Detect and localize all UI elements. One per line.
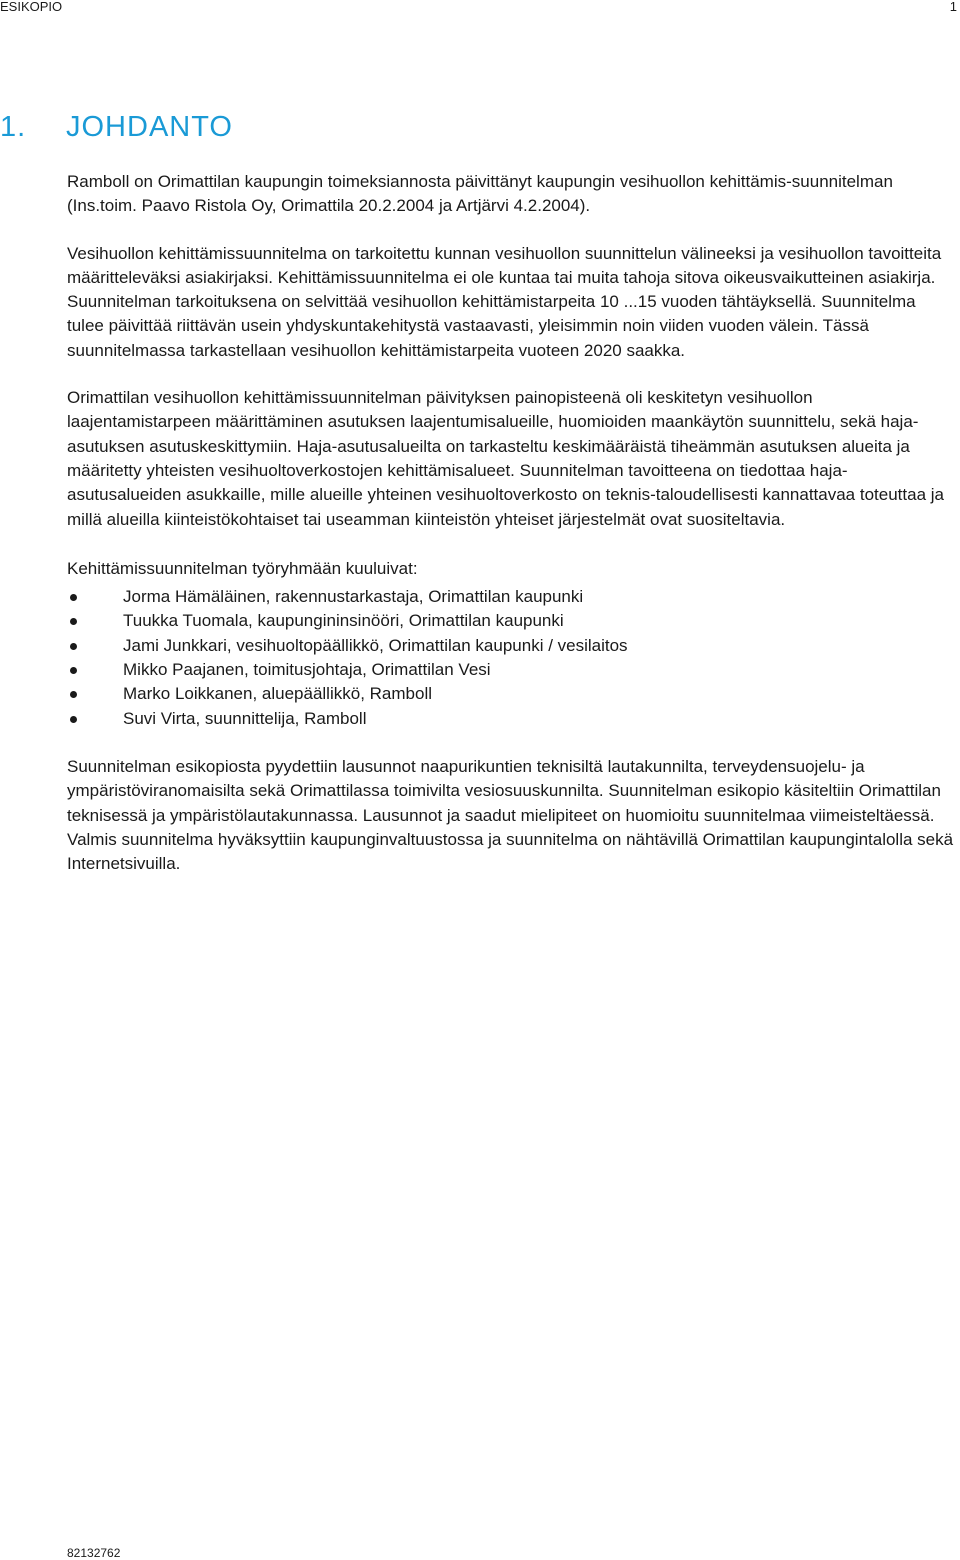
list-item bbox=[67, 707, 957, 731]
list-item bbox=[67, 658, 957, 682]
section-number: 1. bbox=[0, 111, 27, 143]
team-list bbox=[67, 585, 957, 731]
section-title: JOHDANTO bbox=[66, 111, 233, 143]
bullet-icon bbox=[70, 716, 77, 723]
bullet-icon bbox=[70, 594, 77, 601]
list-item bbox=[67, 585, 957, 609]
team-member: Jorma Hämäläinen, rakennustarkastaja, Orimattilan kaupunki bbox=[123, 587, 584, 607]
intro-paragraph: Ramboll on Orimattilan kaupungin toimeksiannosta päivittänyt kaupungin vesihuollon kehittämis-suunnitelman (Ins.toim. Paavo Ristola Oy, Orimattila 20.2.2004 ja Artjärvi 4.2.2004). bbox=[67, 172, 893, 216]
page-number: 1 bbox=[949, 0, 957, 14]
bullet-icon bbox=[70, 618, 77, 625]
purpose-paragraph: Vesihuollon kehittämissuunnitelma on tarkoitettu kunnan vesihuollon suunnittelun välineeksi ja vesihuollon tavoitteita määritteleväksi asiakirjaksi. Kehittämissuunnitelma ei ole kuntaa tai muita tahoja sitova oikeusvaikutteinen asiakirja. Suunnitelman tarkoituksena on selvittää vesihuollon kehittämistarpeita 10 ...15 vuoden tähtäyksellä. Suunnitelma tulee päivittää riittävän usein yhdyskuntakehitystä vastaavasti, yleisimmin noin viiden vuoden välein. Tässä suunnitelmassa tarkastellaan vesihuollon kehittämistarpeita vuoteen 2020 saakka. bbox=[67, 243, 942, 360]
team-member: Marko Loikkanen, aluepäällikkö, Ramboll bbox=[123, 684, 432, 704]
team-member: Tuukka Tuomala, kaupungininsinööri, Orimattilan kaupunki bbox=[123, 611, 564, 631]
team-member: Mikko Paajanen, toimitusjohtaja, Orimattilan Vesi bbox=[123, 660, 491, 680]
header-label: ESIKOPIO bbox=[0, 0, 63, 14]
document-number: 82132762 bbox=[67, 1546, 121, 1560]
list-item bbox=[67, 634, 957, 658]
team-member: Jami Junkkari, vesihuoltopäällikkö, Orimattilan kaupunki / vesilaitos bbox=[123, 635, 628, 655]
bullet-icon bbox=[70, 667, 77, 674]
focus-paragraph: Orimattilan vesihuollon kehittämissuunnitelman päivityksen painopisteenä oli keskitetyn vesihuollon laajentamistarpeen määrittäminen asutuksen laajentumisalueille, huomioiden maankäytön suunnittelu, sekä haja-asutuksen asutuskeskittymiin. Haja-asutusalueilta on tarkasteltu keskimääräistä tiheämmän asutuksen alueita ja määritetty yhteisten vesihuoltoverkostojen kehittämisalueet. Suunnitelman tavoitteena on tiedottaa haja-asutusalueiden asukkaille, mille alueille yhteinen vesihuoltoverkosto on teknis-taloudellisesti kannattavaa toteuttaa ja millä alueilla kiinteistökohtaiset tai useamman kiinteistön yhteiset järjestelmät ovat suositeltavia. bbox=[67, 388, 944, 529]
document-body bbox=[67, 170, 957, 876]
review-paragraph: Suunnitelman esikopiosta pyydettiin lausunnot naapurikuntien teknisiltä lautakunnilta, terveydensuojelu- ja ympäristöviranomaisilta sekä Orimattilassa toimivilta vesiosuuskunnilta. Suunnitelman esikopio käsiteltiin Orimattilan teknisessä ja ympäristölautakunnassa. Lausunnot ja saadut mielipiteet on huomioitu suunnitelmaa viimeisteltäessä. Valmis suunnitelma hyväksyttiin kaupunginvaltuustossa ja suunnitelma on nähtävillä Orimattilan kaupungintalolla sekä Internetsivuilla. bbox=[67, 756, 954, 874]
list-item bbox=[67, 609, 957, 633]
team-member: Suvi Virta, suunnittelija, Ramboll bbox=[123, 708, 367, 728]
bullet-icon bbox=[70, 643, 77, 650]
team-heading: Kehittämissuunnitelman työryhmään kuuluivat: bbox=[67, 558, 418, 578]
list-item bbox=[67, 682, 957, 706]
section-heading bbox=[0, 109, 233, 145]
bullet-icon bbox=[70, 691, 77, 698]
